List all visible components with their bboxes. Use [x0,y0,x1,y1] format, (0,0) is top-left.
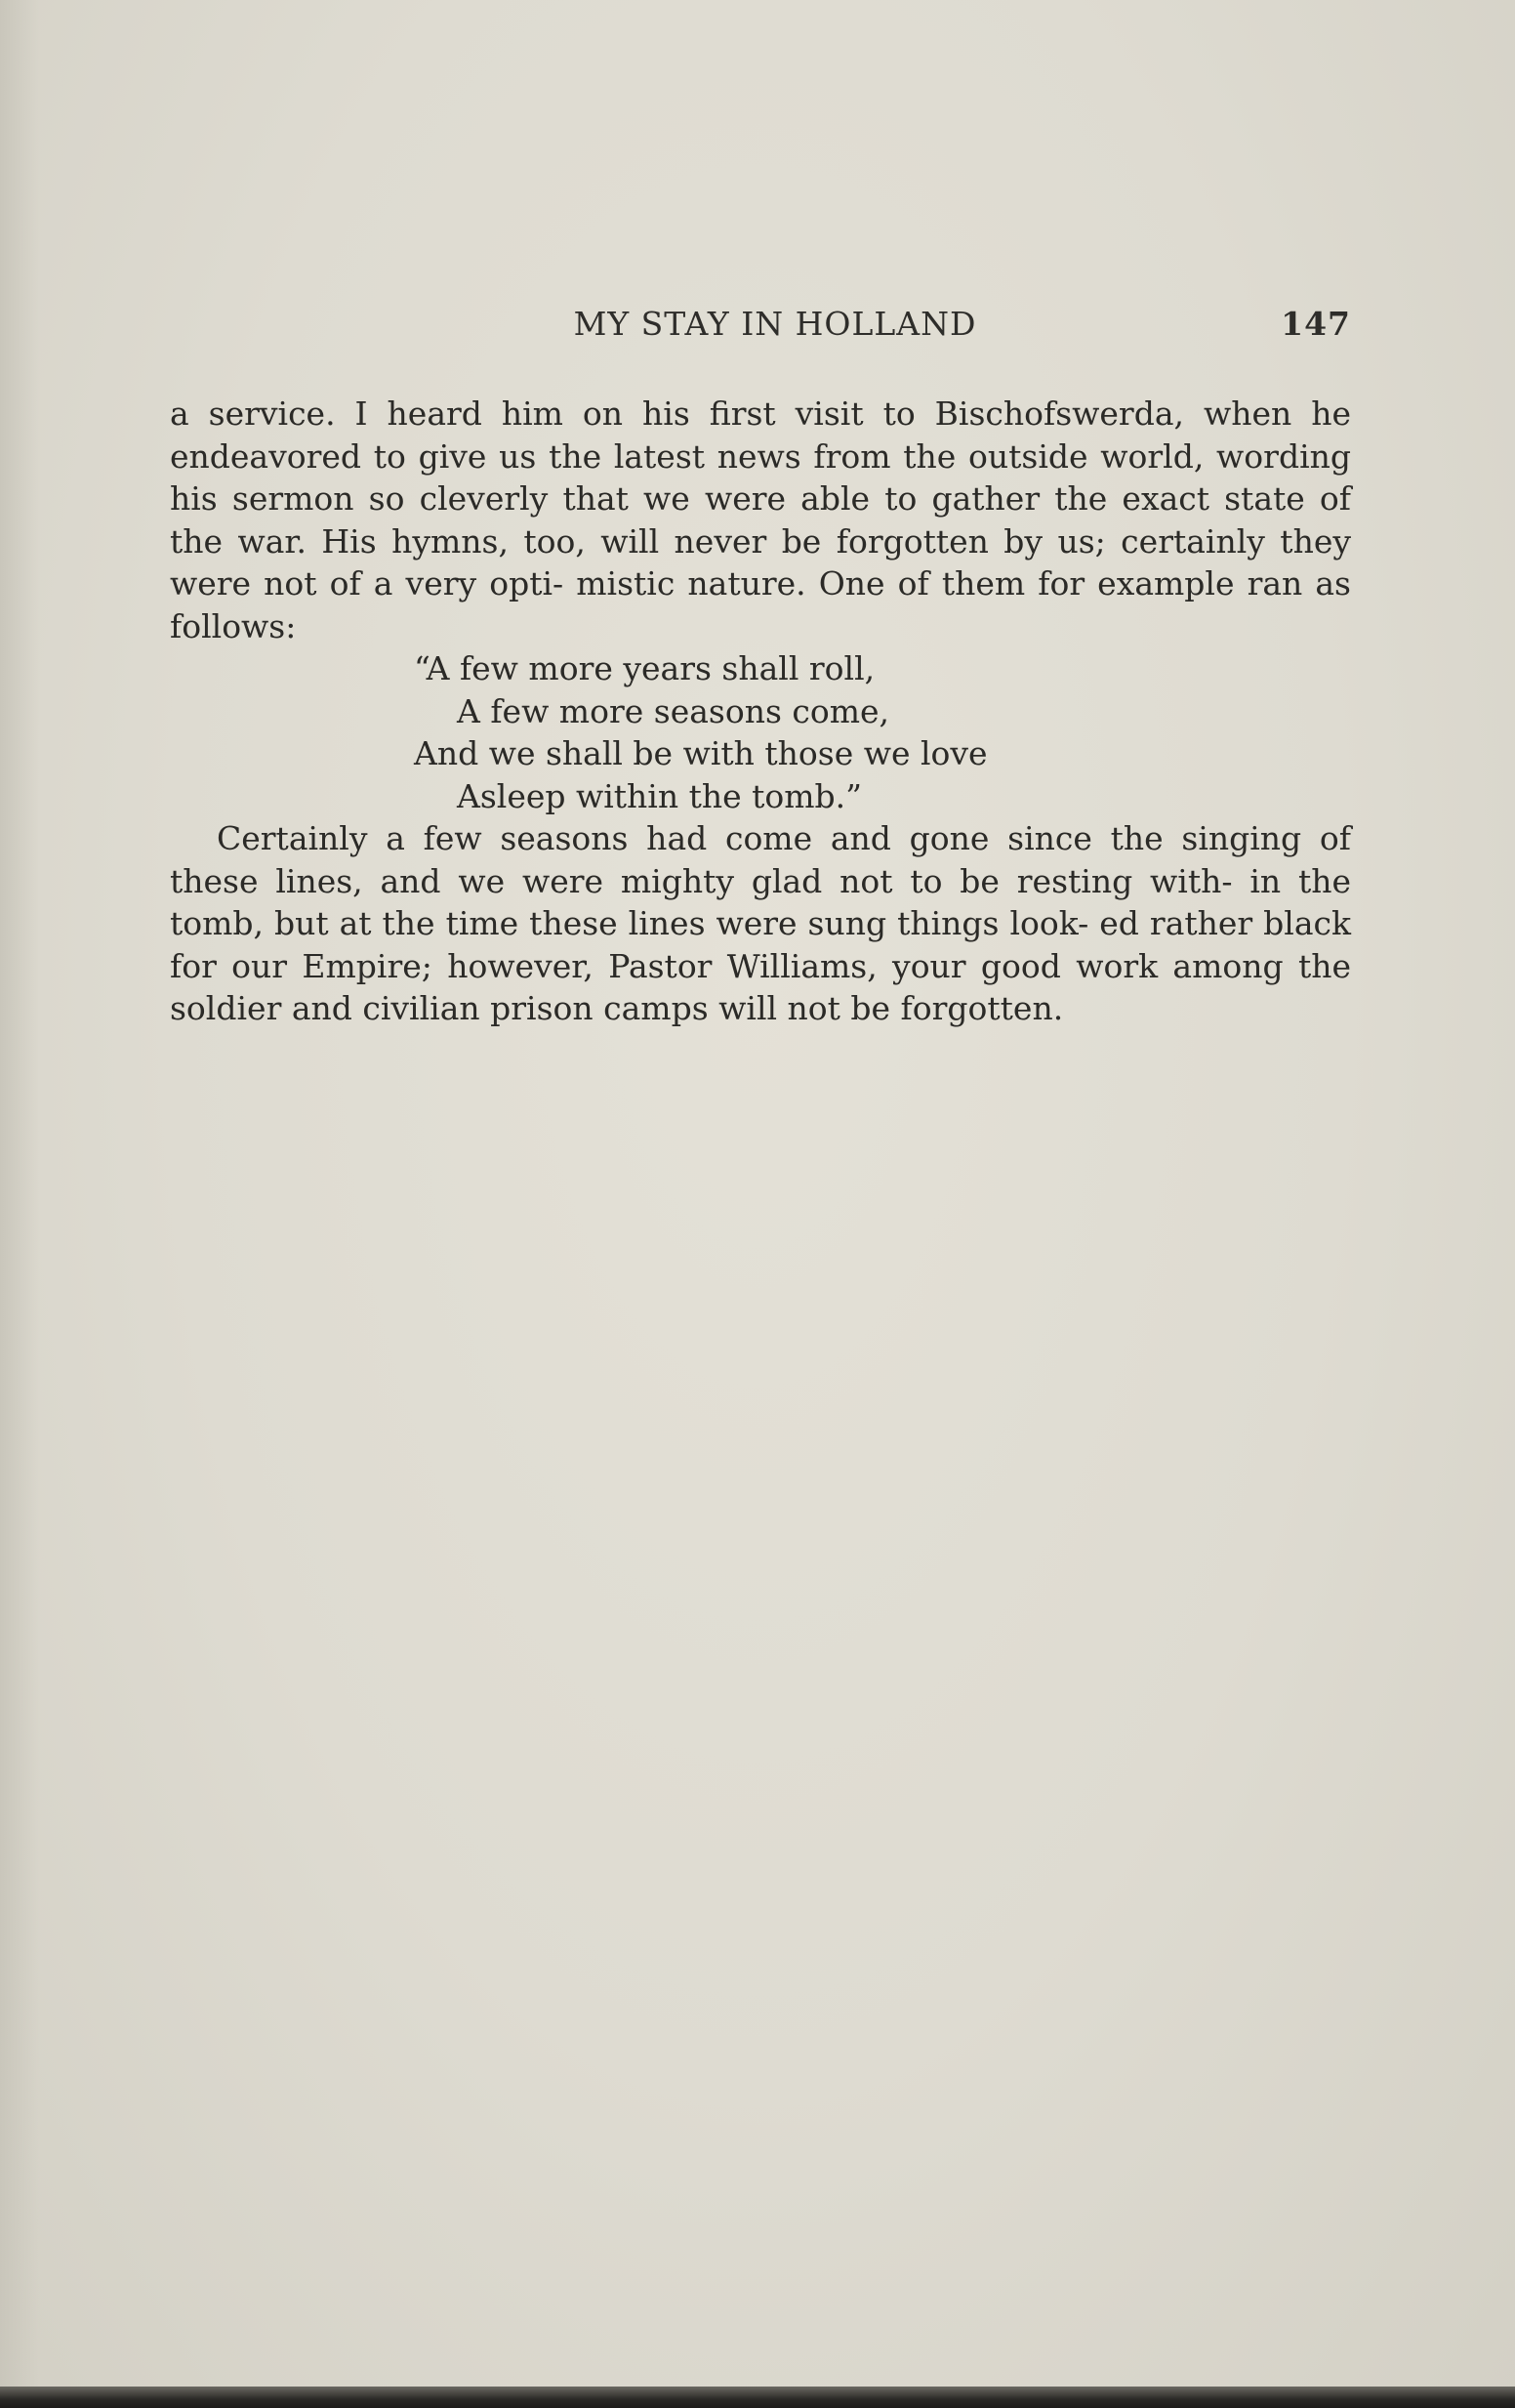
verse-line: A few more seasons come, [457,691,890,730]
page-bottom-edge [0,2387,1515,2408]
body-text [170,393,1351,1030]
text-line: your good work among the soldier and civilian prison camps [170,946,1351,1027]
hymn-verse [170,647,1351,817]
text-line: world, wording his sermon so cleverly that we were able to [170,436,1351,518]
text-line: be forgotten by us; certainly they were not of a very opti- [170,521,1351,602]
text-line: mistic nature. One of them for example ran as follows: [170,564,1351,645]
verse-line: And we shall be with those we love [414,734,988,772]
verse-line: Asleep within the tomb.” [457,776,863,815]
page-number: 147 [1281,305,1351,343]
text-line: ed rather black for our Empire; however, Pastor Williams, [170,904,1351,985]
text-line: when he endeavored to give us the latest news from the outside [170,394,1351,476]
text-line: Certainly a few seasons had come and gone since the singing [217,819,1320,857]
running-head [170,305,1351,353]
text-line: a service. I heard him on his first visit to Bischofswerda, [170,394,1204,433]
paragraph-2 [170,817,1351,1030]
running-title: MY STAY IN HOLLAND [573,305,977,343]
text-line: gather the exact state of the war. His hymns, too, will never [170,479,1352,560]
verse-line: “A few more years shall roll, [414,649,876,687]
paragraph-1 [170,393,1351,647]
text-line: in the tomb, but at the time these lines were sung things look- [170,861,1352,942]
text-line: will not be forgotten. [718,989,1064,1027]
text-line: of these lines, and we were mighty glad not to be resting with- [170,819,1351,900]
